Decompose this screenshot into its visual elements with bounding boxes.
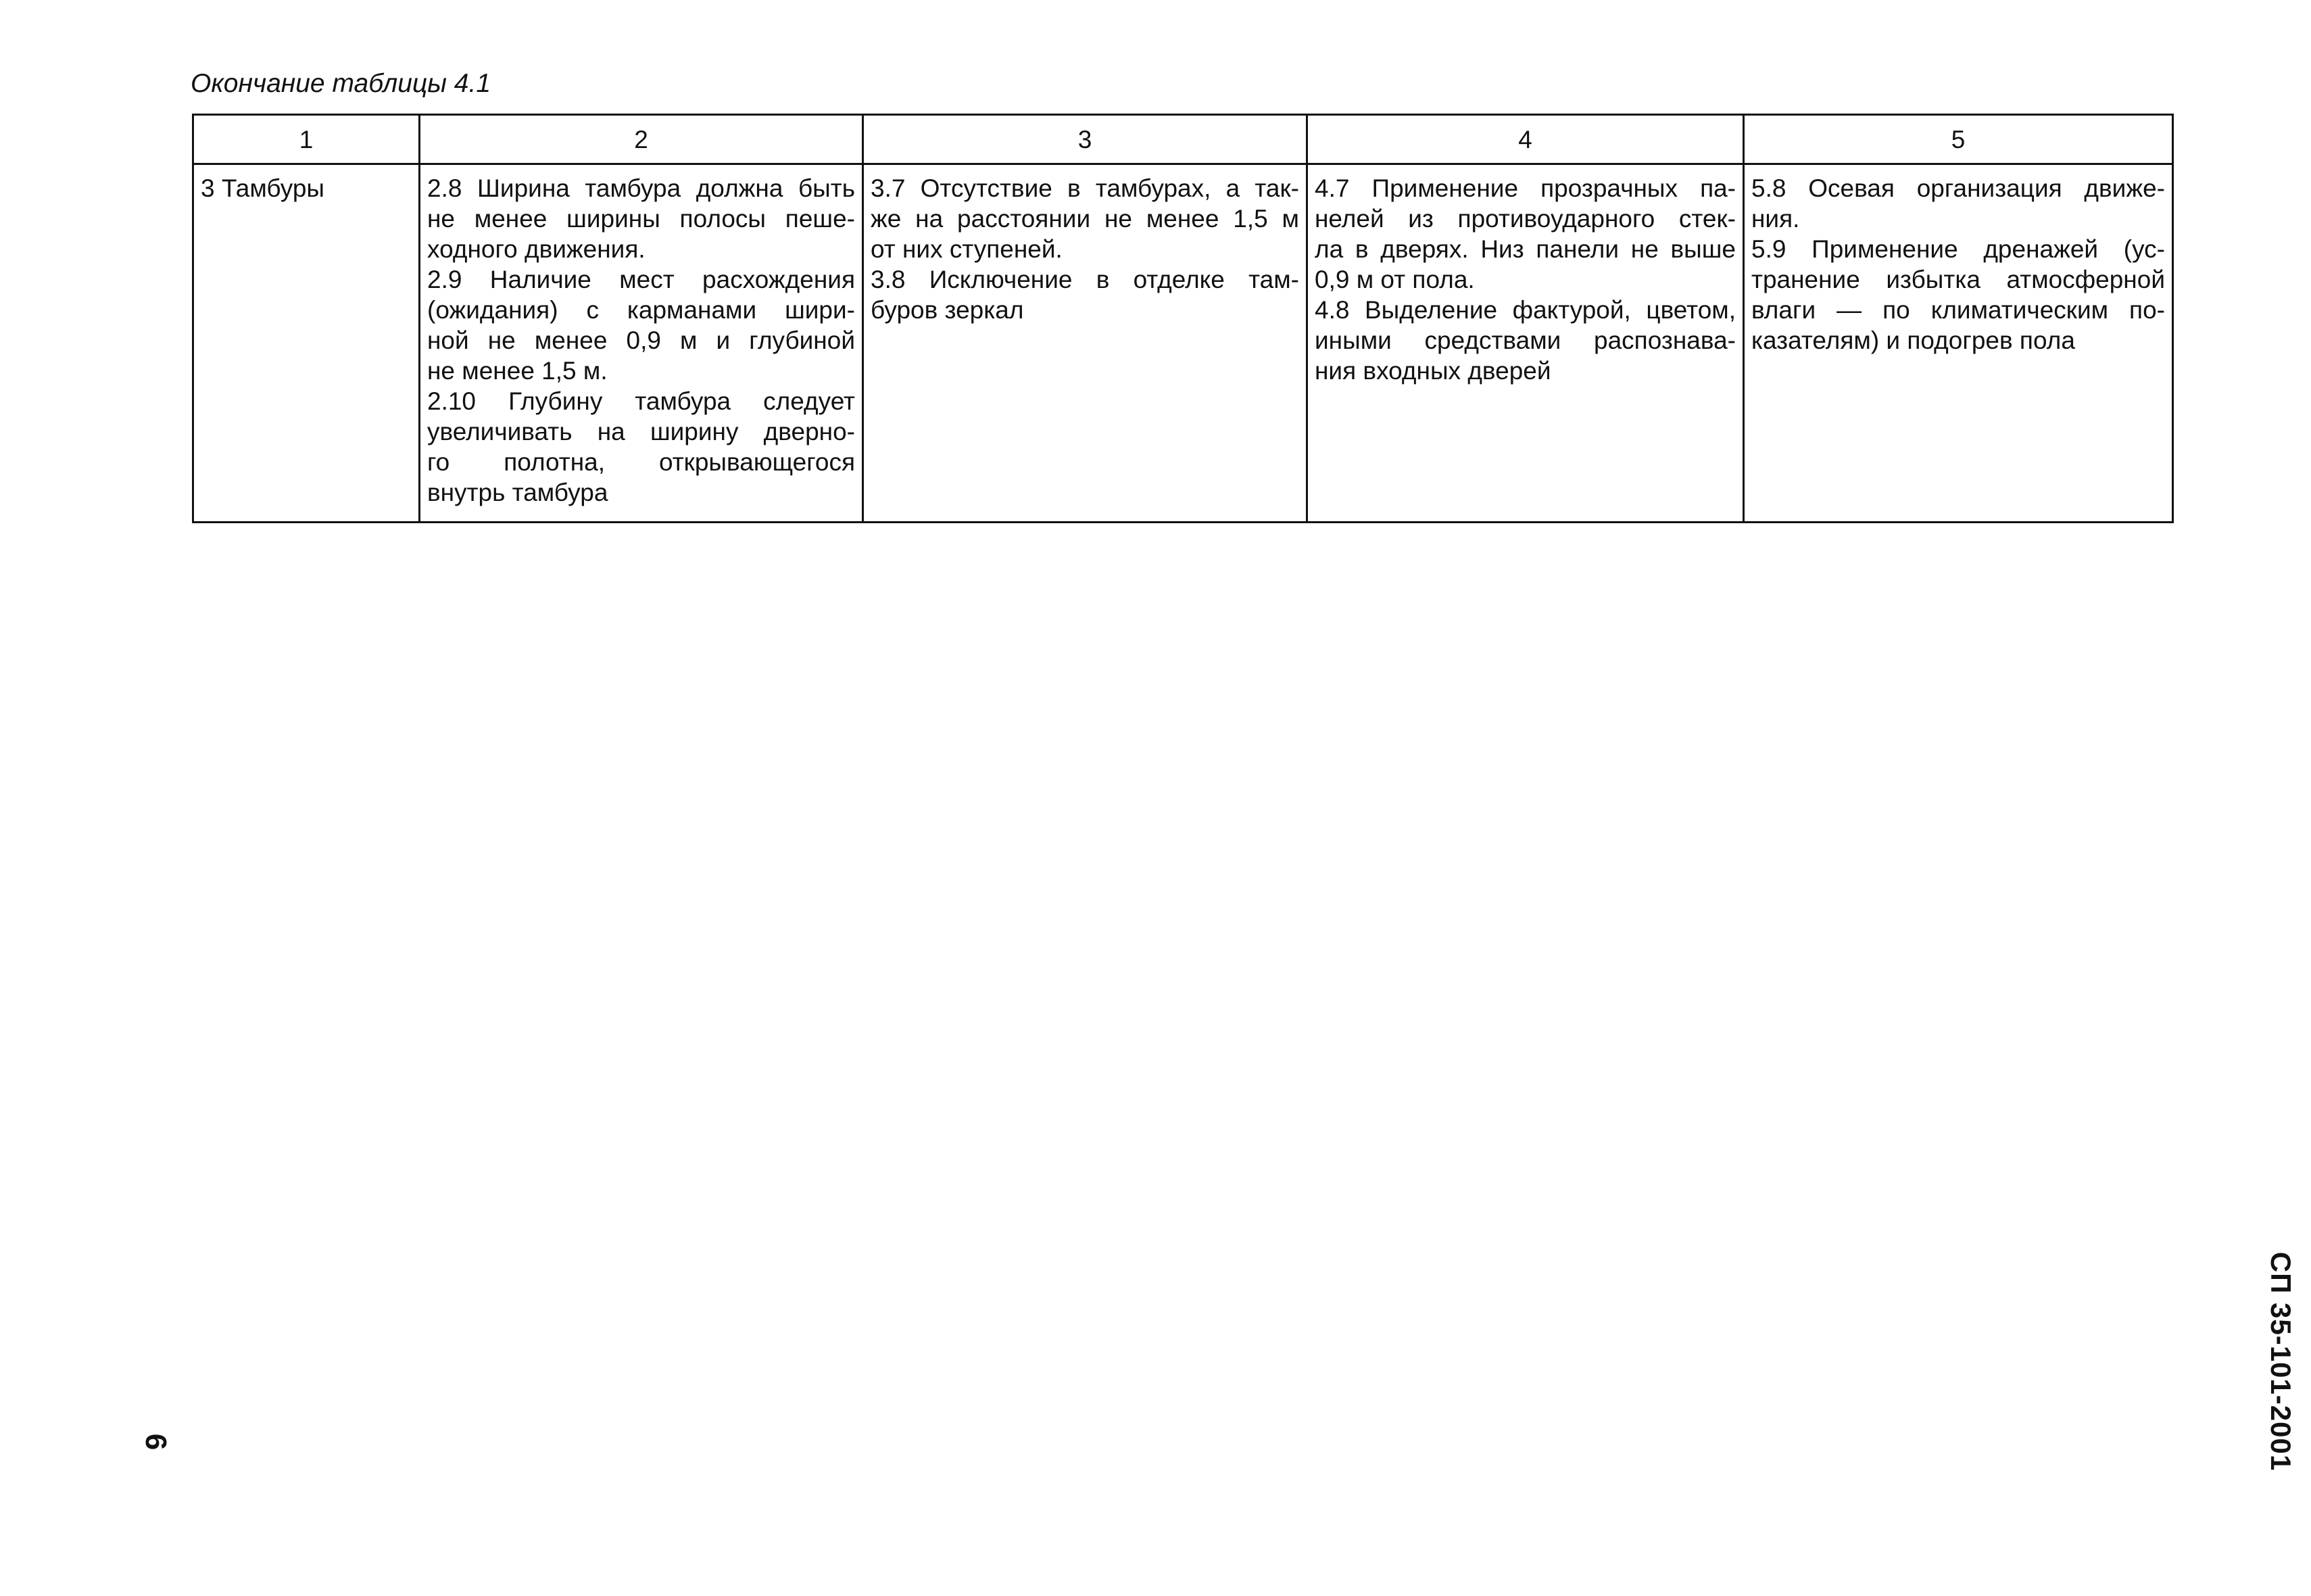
cell-line: ходного движения. (427, 235, 646, 263)
column-header-2: 2 (420, 115, 863, 164)
table-caption: Окончание таблицы 4.1 (191, 69, 491, 98)
cell-line: иными средствами распознава- (1315, 327, 1736, 354)
cell-line: увеличивать на ширину дверно- (427, 418, 855, 445)
document-code: СП 35-101-2001 (2265, 1251, 2297, 1472)
cell-line: 3.8 Исключение в отделке там- (871, 266, 1299, 293)
cell-line: транение избытка атмосферной (1751, 266, 2165, 293)
cell-line: го полотна, открывающегося (427, 448, 855, 476)
cell-line: же на расстоянии не менее 1,5 м (871, 205, 1299, 233)
cell-line: 4.7 Применение прозрачных па- (1315, 174, 1736, 202)
page-number: 6 (139, 1433, 173, 1451)
cell-line: ния входных дверей (1315, 357, 1551, 385)
cell-col-4 (1307, 164, 1744, 523)
cell-col-2 (420, 164, 863, 523)
cell-line: 4.8 Выделение фактурой, цветом, (1315, 296, 1736, 324)
cell-col-1 (193, 164, 420, 523)
cell-line: влаги — по климатическим по- (1751, 296, 2165, 324)
column-header-4: 4 (1307, 115, 1744, 164)
table-header-row (193, 115, 2173, 164)
cell-line: не менее ширины полосы пеше- (427, 205, 855, 233)
cell-line: внутрь тамбура (427, 479, 608, 506)
cell-line: от них ступеней. (871, 235, 1063, 263)
cell-line: не менее 1,5 м. (427, 357, 608, 385)
cell-line: нелей из противоударного стек- (1315, 205, 1736, 233)
cell-line: 3.7 Отсутствие в тамбурах, а так- (871, 174, 1299, 202)
cell-line: 2.10 Глубину тамбура следует (427, 387, 855, 415)
cell-line: 2.8 Ширина тамбура должна быть (427, 174, 855, 202)
cell-line: ной не менее 0,9 м и глубиной (427, 327, 855, 354)
cell-line: 5.8 Осевая организация движе- (1751, 174, 2165, 202)
column-header-1: 1 (193, 115, 420, 164)
cell-line: 3 Тамбуры (201, 174, 325, 202)
cell-line: 2.9 Наличие мест расхождения (427, 266, 855, 293)
cell-line: (ожидания) с карманами шири- (427, 296, 855, 324)
table-row (193, 164, 2173, 523)
cell-col-5 (1744, 164, 2173, 523)
cell-line: ла в дверях. Низ панели не выше (1315, 235, 1736, 263)
cell-line: 5.9 Применение дренажей (ус- (1751, 235, 2165, 263)
cell-line: 0,9 м от пола. (1315, 266, 1475, 293)
cell-col-3 (863, 164, 1307, 523)
cell-line: ния. (1751, 205, 1800, 233)
column-header-5: 5 (1744, 115, 2173, 164)
cell-line: казателям) и подогрев пола (1751, 327, 2075, 354)
column-header-3: 3 (863, 115, 1307, 164)
cell-line: буров зеркал (871, 296, 1024, 324)
requirements-table (192, 114, 2174, 523)
